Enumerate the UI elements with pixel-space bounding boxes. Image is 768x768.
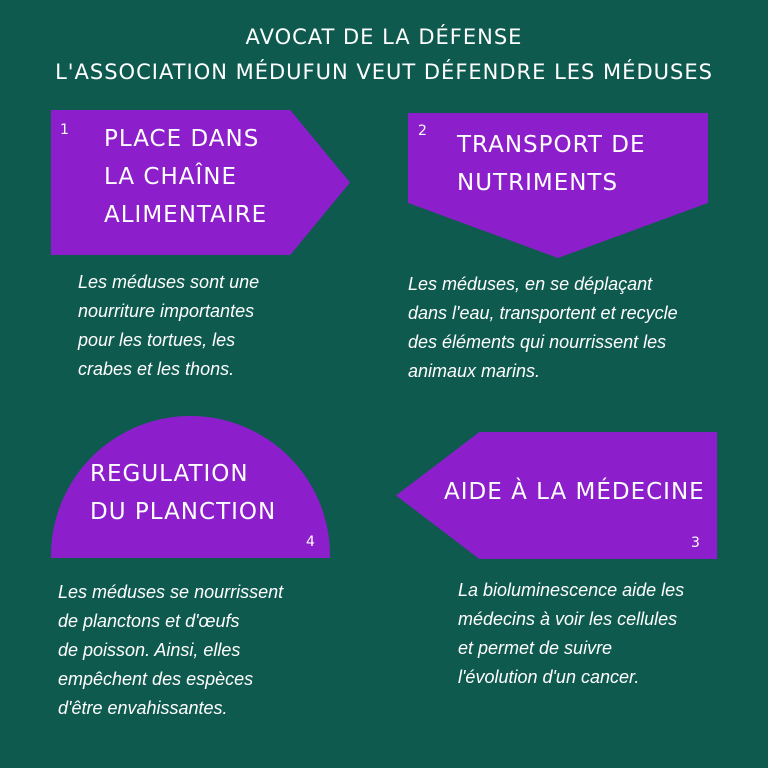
card-heading: [444, 473, 705, 511]
card-heading: [90, 455, 276, 531]
card-number: 2: [418, 123, 427, 139]
description-line: des éléments qui nourrissent les: [408, 332, 667, 352]
card-number: 1: [60, 122, 69, 138]
card-number: 4: [306, 534, 315, 550]
heading-line: ALIMENTAIRE: [104, 202, 268, 228]
description-line: crabes et les thons.: [78, 359, 235, 379]
heading-line: REGULATION: [90, 461, 249, 487]
page-subtitle: L'ASSOCIATION MÉDUFUN VEUT DÉFENDRE LES MÉDUSES: [55, 60, 713, 84]
description-line: de poisson. Ainsi, elles: [58, 640, 241, 660]
heading-line: LA CHAÎNE: [104, 164, 237, 190]
description-line: empêchent des espèces: [58, 669, 254, 689]
heading-line: TRANSPORT DE: [457, 132, 646, 158]
heading-line: AIDE À LA MÉDECINE: [444, 479, 705, 505]
page-title: AVOCAT DE LA DÉFENSE: [245, 25, 523, 49]
card-heading: [457, 126, 646, 202]
description-line: et permet de suivre: [458, 638, 613, 658]
heading-line: DU PLANCTION: [90, 499, 277, 525]
card-description: [58, 578, 283, 723]
card-description: [78, 268, 259, 384]
description-line: Les méduses, en se déplaçant: [408, 274, 653, 294]
description-line: dans l'eau, transportent et recycle: [408, 303, 678, 323]
card-heading: [104, 120, 267, 234]
heading-line: PLACE DANS: [104, 126, 260, 152]
description-line: pour les tortues, les: [78, 330, 236, 350]
description-line: La bioluminescence aide les: [458, 580, 685, 600]
description-line: d'être envahissantes.: [58, 698, 228, 718]
heading-line: NUTRIMENTS: [457, 170, 619, 196]
description-line: nourriture importantes: [78, 301, 255, 321]
description-line: Les méduses sont une: [78, 272, 260, 292]
description-line: de planctons et d'œufs: [58, 611, 240, 631]
card-description: [458, 576, 684, 692]
card-description: [408, 270, 678, 386]
description-line: animaux marins.: [408, 361, 541, 381]
card-number: 3: [691, 535, 700, 551]
description-line: Les méduses se nourrissent: [58, 582, 284, 602]
description-line: médecins à voir les cellules: [458, 609, 678, 629]
description-line: l'évolution d'un cancer.: [458, 667, 640, 687]
